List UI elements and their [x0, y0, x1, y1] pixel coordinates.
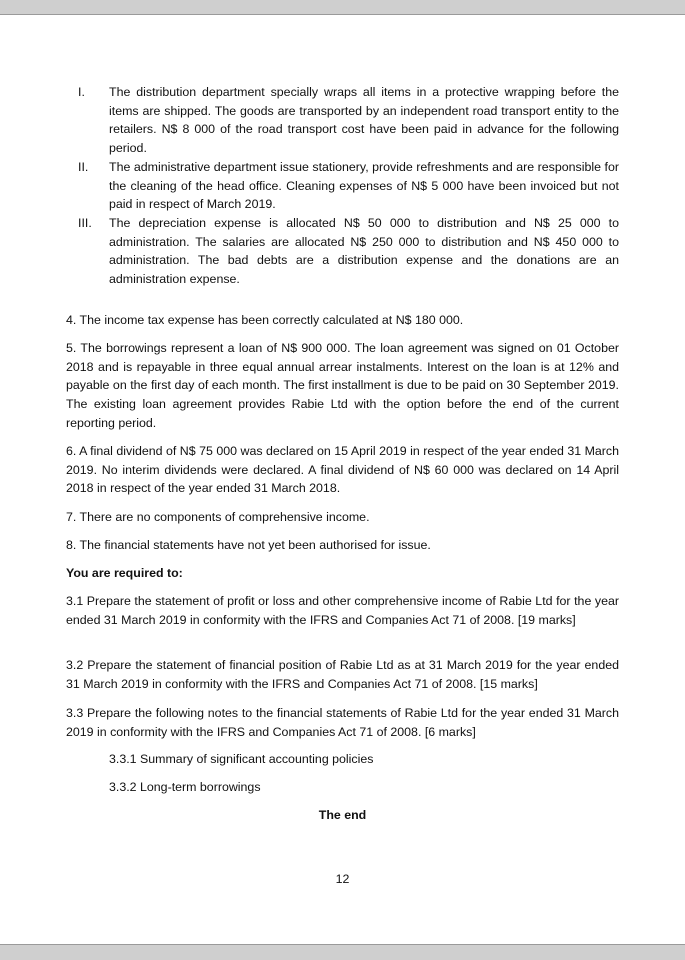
paragraph-6: 6. A final dividend of N$ 75 000 was declared on 15 April 2019 in respect of the year ended 31 March 2019. No interim dividends were declared. A final dividend of N$ 60 000 was declared on 14 April 2018 in respect of the year ended 31 March 2018. [66, 444, 619, 496]
paragraph-7: 7. There are no components of comprehensive income. [66, 510, 370, 524]
question-3-3-1: 3.3.1 Summary of significant accounting policies [109, 752, 374, 766]
list-item [66, 214, 619, 289]
roman-numeral-list [66, 83, 619, 289]
question-3-1: 3.1 Prepare the statement of profit or loss and other comprehensive income of Rabie Ltd for the year ended 31 March 2019 in conformity with the IFRS and Companies Act 71 of 2008. [19 marks] [66, 594, 619, 627]
viewer-top-bar [0, 0, 685, 15]
paragraph-4: 4. The income tax expense has been correctly calculated at N$ 180 000. [66, 313, 464, 327]
list-item-text: The administrative department issue stationery, provide refreshments and are responsible for the cleaning of the head office. Cleaning expenses of N$ 5 000 have been invoiced but not paid in respect of March 2019. [109, 159, 619, 212]
list-item-number: II. [78, 159, 89, 174]
list-item-number: I. [78, 85, 85, 99]
question-3-3-2: 3.3.2 Long-term borrowings [109, 780, 261, 794]
required-heading: You are required to: [66, 566, 183, 580]
the-end-label: The end [318, 808, 367, 822]
list-item-text: The distribution department specially wraps all items in a protective wrapping before the items are shipped. The goods are transported by an independent road transport entity to the retailers. N$ 8 000 of the road transport cost have been paid in advance for the following period. [109, 85, 619, 156]
question-3-2: 3.2 Prepare the statement of financial position of Rabie Ltd as at 31 March 2019 for the year ended 31 March 2019 in conformity with the IFRS and Companies Act 71 of 2008. [15 marks] [66, 658, 619, 691]
list-item-number: III. [78, 215, 92, 230]
paragraph-5: 5. The borrowings represent a loan of N$ 900 000. The loan agreement was signed on 01 October 2018 and is repayable in three equal annual arrear instalments. Interest on the loan is at 12% and payable on the first day of each month. The first installment is due to be paid on 30 September 2019. The existing loan agreement provides Rabie Ltd with the option before the end of the current reporting period. [66, 341, 619, 430]
list-item [66, 83, 619, 158]
page-number: 12 [335, 872, 350, 886]
viewer-bottom-bar [0, 944, 685, 960]
paragraph-8: 8. The financial statements have not yet been authorised for issue. [66, 538, 431, 552]
list-item-text: The depreciation expense is allocated N$ 50 000 to distribution and N$ 25 000 to administration. The salaries are allocated N$ 250 000 to distribution and N$ 450 000 to administration. The bad debts are a distribution expense and the donations are an administration expense. [109, 215, 619, 287]
list-item [66, 158, 619, 214]
question-3-3: 3.3 Prepare the following notes to the financial statements of Rabie Ltd for the year ended 31 March 2019 in conformity with the IFRS and Companies Act 71 of 2008. [6 marks] [66, 706, 619, 739]
